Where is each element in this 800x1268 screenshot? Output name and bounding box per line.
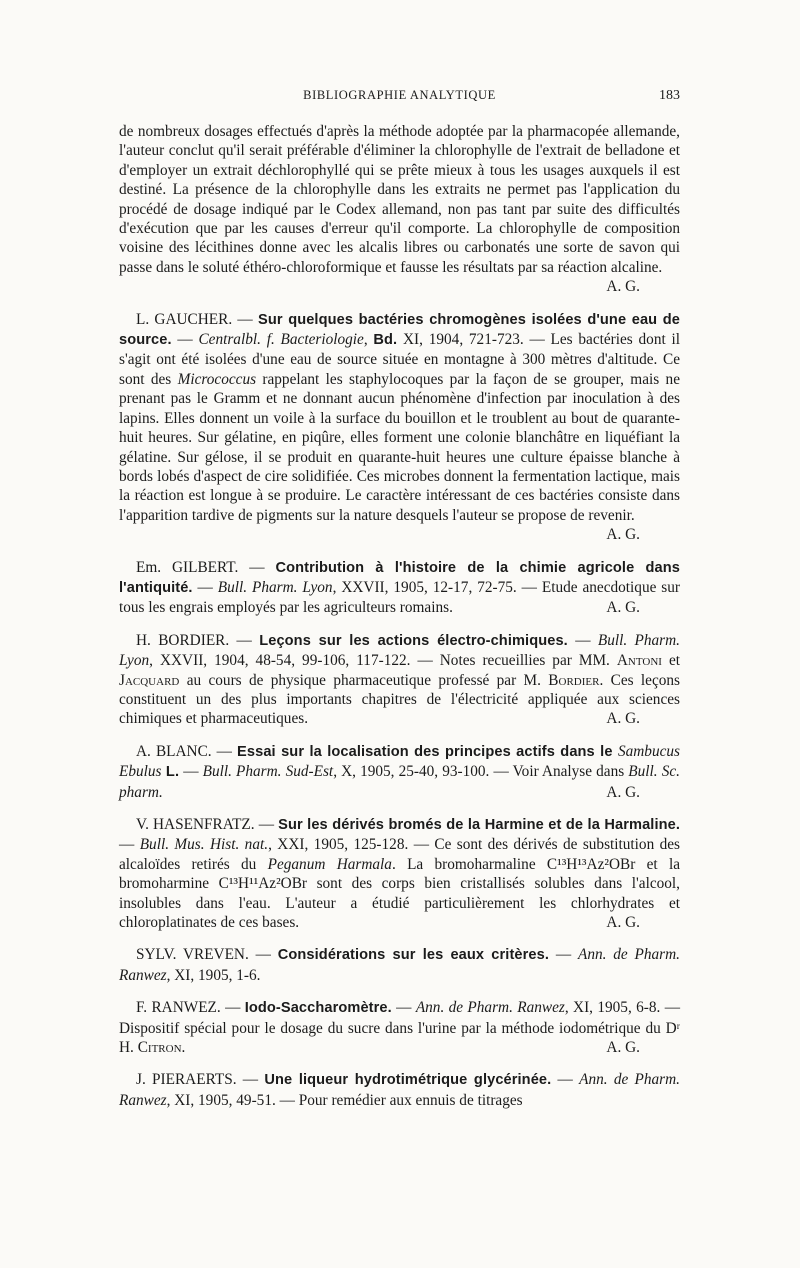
entry-reference: XI, 1904, 721-723. — Les bactéries dont il s'agit ont été isolées d'une eau de source située en montagne à 300 mètres d'altitude. Ce sont des bbox=[119, 331, 680, 388]
person-name: Jacquard bbox=[119, 671, 180, 689]
person-name: Antoni bbox=[616, 652, 662, 670]
continued-paragraph bbox=[119, 122, 680, 297]
entry-reference: , XI, 1905, 6-8. — Dispositif spécial pour le dosage du sucre dans l'urine par la méthode iodométrique du Dʳ H. bbox=[119, 999, 680, 1057]
entry-author: F. RANWEZ. — bbox=[136, 999, 245, 1017]
journal-name: Bull. Pharm. Sud-Est bbox=[202, 763, 334, 781]
journal-name: Bull. Pharm. Lyon bbox=[119, 631, 681, 670]
entry-author: A. BLANC. — bbox=[136, 742, 238, 760]
running-head: BIBLIOGRAPHIE ANALYTIQUE bbox=[303, 88, 496, 102]
genus-name: Micrococcus bbox=[177, 370, 257, 388]
entry-author: V. HASENFRATZ. — bbox=[136, 816, 279, 833]
entry-reference: , X, 1905, 25-40, 93-100. — Voir Analyse dans bbox=[333, 763, 629, 781]
signature: A. G. bbox=[606, 783, 640, 801]
journal-name: Bull. Mus. Hist. nat. bbox=[139, 836, 269, 854]
entry-title: Leçons sur les actions électro-chimiques. bbox=[259, 632, 568, 649]
person-name: Bordier bbox=[548, 671, 600, 689]
entry-author: SYLV. VREVEN. — bbox=[136, 946, 278, 964]
signature: A. G. bbox=[606, 278, 640, 296]
signature: A. G. bbox=[606, 710, 640, 728]
paragraph-text: de nombreux dosages effectués d'après la méthode adoptée par la pharmacopée allemande, l'auteur conclut qu'il serait préférable d'éliminer la chlorophylle de l'extrait de belladone et d'employer un extrait déchlorophyllé qui se prête mieux à tous les usages auxquels il est destiné. La présence de la chlorophylle dans les extraits ne permet pas l'application du procédé de dosage indiqué par le Codex allemand, non pas tant par suite des difficultés d'exécution que par les causes d'erreur qu'il comporte. La chlorophylle de composition voisine des lécithines donne avec les alcalis libres ou carbonatés une sorte de savon qui passe dans le soluté éthéro-chloroformique et fausse les résultats par sa réaction alcaline. bbox=[119, 123, 680, 276]
entry-reference: , XXVII, 1905, 12-17, 72-75. — Etude anecdotique sur tous les engrais employés par les agriculteurs romains. bbox=[119, 578, 681, 617]
entry-hasenfratz: V. HASENFRATZ. — Sur les dérivés bromés de la Harmine et de la Harmaline. — Bull. Mus. Hist. nat., XXI, 1905, 125-128. — Ce sont des dérivés de substitution des alcaloïdes retirés du Peganum Harmala. La bromoharmaline C¹³H¹³Az²OBr et la bromoharmine C¹³H¹¹Az²OBr sont des corps bien cristallisés solubles dans l'alcool, insolubles dans l'eau. L'auteur a étudié particulièrement les chlorhydrates et chloroplatinates de ces bases. A. G. bbox=[119, 816, 681, 932]
person-name: Citron bbox=[137, 1039, 182, 1057]
entry-bordier: H. BORDIER. — Leçons sur les actions électro-chimiques. — Bull. Pharm. Lyon, XXVII, 1904, 48-54, 99-106, 117-122. — Notes recueillies par MM. Antoni et Jacquard au cours de physique pharmaceutique professé par M. Bordier. Ces leçons constituent un des plus importants chapitres de l'électricité appliquée aux sciences chimiques et pharmaceutiques. A. G. bbox=[119, 631, 681, 728]
entry-author: J. PIERAERTS. — bbox=[136, 1071, 265, 1089]
entry-title: Sur quelques bactéries chromogènes isolées d'une eau de source. bbox=[119, 311, 680, 349]
entry-vreven: SYLV. VREVEN. — Considérations sur les eaux critères. — Ann. de Pharm. Ranwez, XI, 1905, 1-6. bbox=[119, 946, 680, 984]
entry-body: . La bromoharmaline C¹³H¹³Az²OBr et la bromoharmine C¹³H¹¹Az²OBr sont des corps bien cristallisés solubles dans l'alcool, insolubles dans l'eau. L'auteur a étudié particulièrement les chlorhydrates et chloroplatinates de ces bases. bbox=[119, 855, 680, 932]
journal-name: Ann. de Pharm. Ranwez bbox=[415, 999, 565, 1017]
entry-pieraerts: J. PIERAERTS. — Une liqueur hydrotimétrique glycérinée. — Ann. de Pharm. Ranwez, XI, 1905, 49-51. — Pour remédier aux ennuis de titrages bbox=[119, 1071, 681, 1109]
entry-blanc: A. BLANC. — Essai sur la localisation des principes actifs dans le Sambucus Ebulus L. — Bull. Pharm. Sud-Est, X, 1905, 25-40, 93-100. — Voir Analyse dans Bull. Sc. pharm. A. G. bbox=[119, 742, 680, 801]
entry-title-end: L. bbox=[161, 764, 180, 781]
journal-name: Bull. Sc. pharm. bbox=[119, 763, 680, 801]
entry-title: Considérations sur les eaux critères. bbox=[277, 947, 549, 964]
journal-name: Ann. de Pharm. Ranwez bbox=[119, 1071, 681, 1109]
journal-name: Centralbl. f. Bacteriologie bbox=[198, 331, 364, 349]
entry-title: Iodo-Saccharomètre. bbox=[244, 1000, 392, 1017]
entry-title: Contribution à l'histoire de la chimie agricole dans l'antiquité. bbox=[119, 559, 680, 596]
signature: A. G. bbox=[606, 526, 640, 544]
signature: A. G. bbox=[606, 1039, 640, 1057]
entry-title: Essai sur la localisation des principes actifs dans le bbox=[237, 743, 618, 760]
entry-reference: , XI, 1905, 1-6. bbox=[166, 966, 261, 984]
entry-author: L. GAUCHER. — bbox=[136, 310, 258, 328]
journal-name: Bull. Pharm. Lyon bbox=[217, 578, 333, 596]
entry-reference: , XXVII, 1904, 48-54, 99-106, 117-122. — Notes recueillies par MM. bbox=[149, 652, 617, 670]
entry-reference: , XXI, 1905, 125-128. — Ce sont des dérivés de substitution des alcaloïdes retirés du bbox=[119, 836, 681, 873]
entry-body: rappelant les staphylocoques par la façon de se grouper, mais ne prenant pas le Gramm et ne donnant aucun phénomène d'infection par inoculation à des lapins. Elles donnent un voile à la surface du bouillon et le troublent au bout de quarante-huit heures. Sur gélatine, en piqûre, elles forment une colonie blanchâtre en liquéfiant la gélatine. Sur gélose, il se produit en quarante-huit heures une culture épaisse blanche à bords lobés d'aspect de cire solidifiée. Ces microbes donnent la fermentation lactique, mais la réaction est longue à se produire. Le caractère intéressant de ces bactéries consiste dans l'apparition tardive de pigments sur la nature desquels l'auteur se propose de revenir. bbox=[119, 370, 680, 524]
entry-gaucher: L. GAUCHER. — Sur quelques bactéries chromogènes isolées d'une eau de source. — Centralbl. f. Bacteriologie, Bd. XI, 1904, 721-723. — Les bactéries dont il s'agit ont été isolées d'une eau de source située en montagne à 300 mètres d'altitude. Ce sont des Micrococcus rappelant les staphylocoques par la façon de se grouper, mais ne prenant pas le Gramm et ne donnant aucun phénomène d'infection par inoculation à des lapins. Elles donnent un voile à la surface du bouillon et le troublent au bout de quarante-huit heures. Sur gélatine, en piqûre, elles forment une colonie blanchâtre en liquéfiant la gélatine. Sur gélose, il se produit en quarante-huit heures une culture épaisse blanche à bords lobés d'aspect de cire solidifiée. Ces microbes donnent la fermentation lactique, mais la réaction est longue à se produire. Le caractère intéressant de ces bactéries consiste dans l'apparition tardive de pigments sur la nature desquels l'auteur se propose de revenir. A. G. bbox=[119, 310, 680, 544]
volume-abbrev: Bd. bbox=[373, 332, 398, 349]
entry-author: H. BORDIER. — bbox=[136, 631, 260, 649]
entry-gilbert: Em. GILBERT. — Contribution à l'histoire de la chimie agricole dans l'antiquité. — Bull. Pharm. Lyon, XXVII, 1905, 12-17, 72-75. — Etude anecdotique sur tous les engrais employés par les agriculteurs romains. A. G. bbox=[119, 558, 681, 617]
entry-author: Em. GILBERT. — bbox=[136, 558, 276, 576]
entry-title: Sur les dérivés bromés de la Harmine et de la Harmaline. bbox=[278, 817, 680, 833]
signature: A. G. bbox=[606, 914, 640, 932]
entry-title: Une liqueur hydrotimétrique glycérinée. bbox=[264, 1072, 552, 1089]
entry-body: . Ces leçons constituent un des plus importants chapitres de l'électricité appliquée aux sciences chimiques et pharmaceutiques. bbox=[119, 671, 680, 728]
signature: A. G. bbox=[606, 599, 640, 617]
page-content bbox=[119, 122, 680, 1123]
entry-reference: , XI, 1905, 49-51. — Pour remédier aux ennuis de titrages bbox=[166, 1091, 523, 1109]
page-header bbox=[119, 88, 680, 110]
species-name: Sambucus Ebulus bbox=[119, 742, 680, 781]
entry-ranwez: F. RANWEZ. — Iodo-Saccharomètre. — Ann. de Pharm. Ranwez, XI, 1905, 6-8. — Dispositif spécial pour le dosage du sucre dans l'urine par la méthode iodométrique du Dʳ H. Citron. A. G. bbox=[119, 999, 680, 1057]
journal-name: Ann. de Pharm. Ranwez bbox=[119, 946, 680, 984]
species-name: Peganum Harmala bbox=[267, 855, 392, 873]
page-number: 183 bbox=[659, 88, 680, 103]
